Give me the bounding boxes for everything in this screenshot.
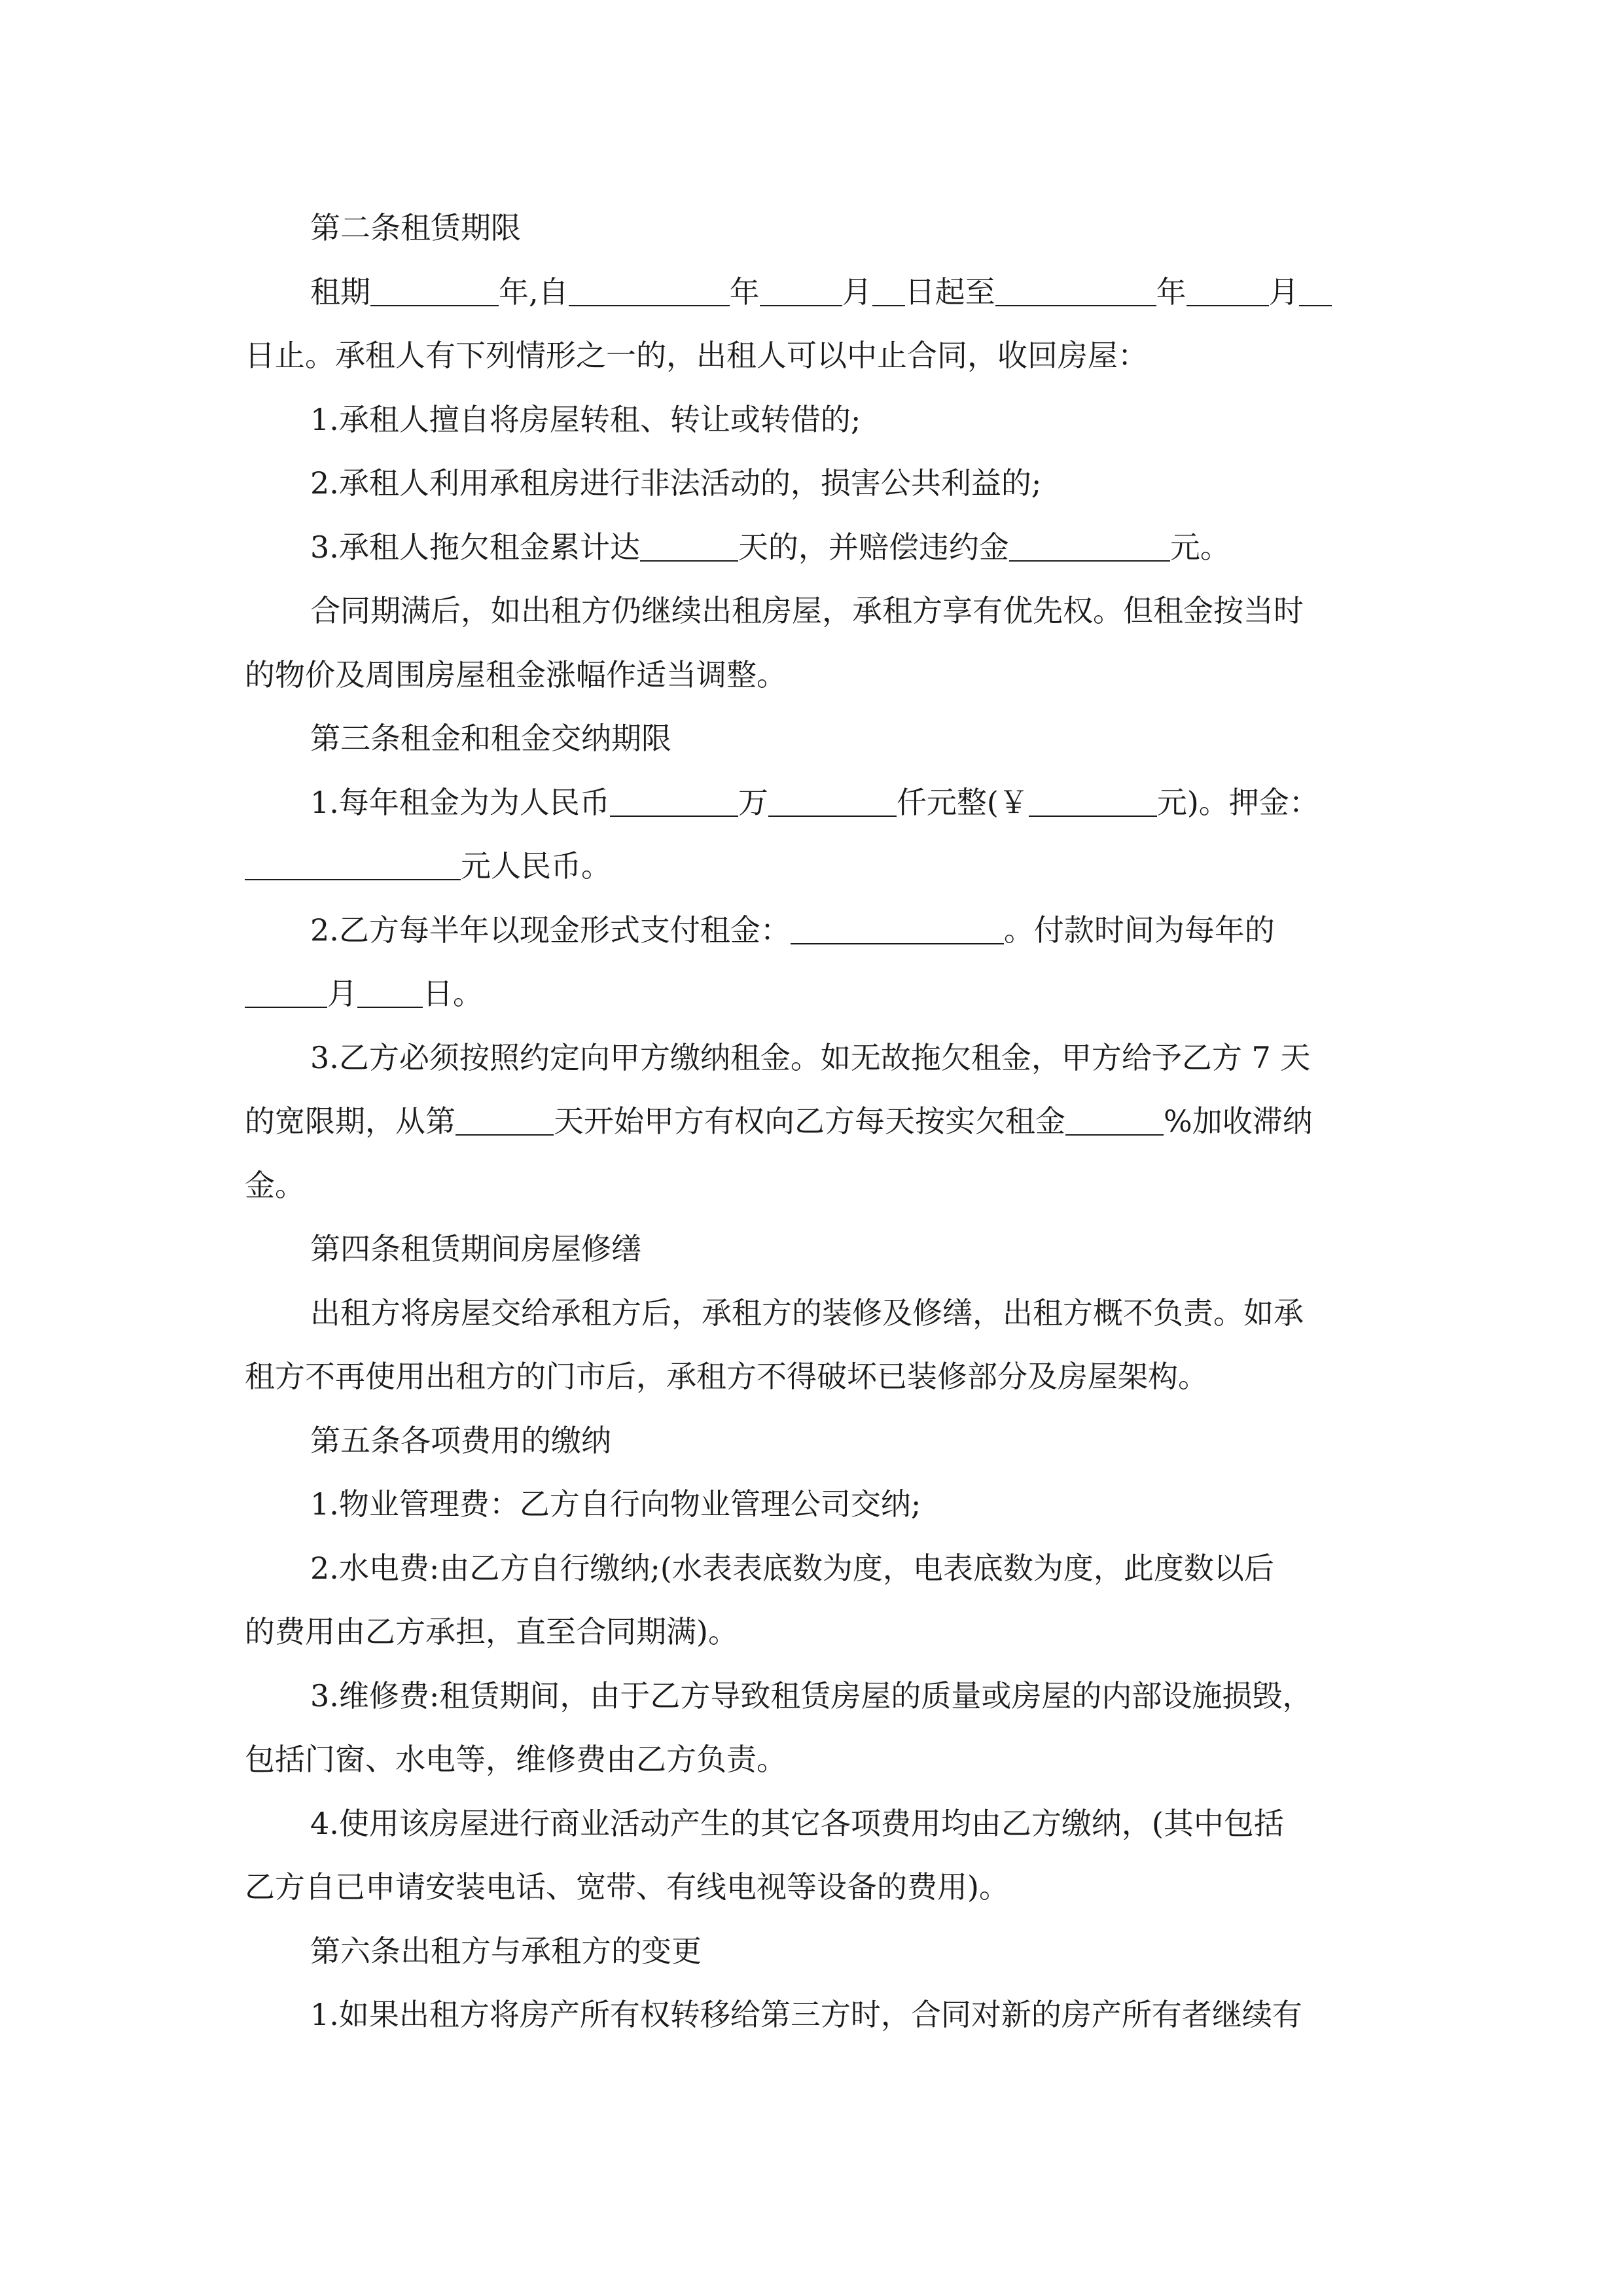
blank-payment-month xyxy=(245,977,327,1008)
blank-late-fee-percent xyxy=(1065,1104,1164,1136)
blank-payment-method xyxy=(791,913,1004,944)
article2-renewal-line2: 的物价及周围房屋租金涨幅作适当调整。 xyxy=(245,656,787,692)
article5-item4-line1: 4.使用该房屋进行商业活动产生的其它各项费用均由乙方缴纳，(其中包括 xyxy=(310,1805,1284,1841)
blank-start-year xyxy=(569,275,730,306)
article5-heading: 第五条各项费用的缴纳 xyxy=(310,1422,611,1458)
article5-item4-line2: 乙方自已申请安装电话、宽带、有线电视等设备的费用)。 xyxy=(245,1869,1009,1905)
blank-penalty-amount xyxy=(1009,530,1170,562)
article4-line1: 出租方将房屋交给承租方后，承租方的装修及修缮，出租方概不负责。如承 xyxy=(310,1295,1304,1331)
article4-heading: 第四条租赁期间房屋修缮 xyxy=(310,1231,641,1266)
article6-item1-line1: 1.如果出租方将房产所有权转移给第三方时，合同对新的房产所有者继续有 xyxy=(310,1997,1302,2032)
article2-item3: 3.承租人拖欠租金累计达 天的，并赔偿违约金 元。 xyxy=(310,529,1230,565)
article3-item1-line2: 元人民币。 xyxy=(245,834,1378,899)
article5-item3-line1: 3.维修费:租赁期间，由于乙方导致租赁房屋的质量或房屋的内部设施损毁， xyxy=(310,1677,1313,1713)
blank-years xyxy=(370,275,499,306)
article3-item3-line3: 金。 xyxy=(245,1167,305,1203)
blank-start-day xyxy=(872,275,905,306)
blank-end-day xyxy=(1299,275,1332,306)
article5-item1: 1.物业管理费：乙方自行向物业管理公司交纳; xyxy=(310,1486,921,1522)
article3-item1: 1.每年租金为为人民币 万 仟元整(￥ 元)。押金： xyxy=(310,784,1319,820)
article4-line2: 租方不再使用出租方的门市后，承租方不得破坏已装修部分及房屋架构。 xyxy=(245,1359,1208,1394)
article3-item3-line2: 的宽限期，从第 天开始甲方有权向乙方每天按实欠租金 %加收滞纳 xyxy=(245,1103,1313,1139)
blank-end-month xyxy=(1186,275,1269,306)
article2-renewal-line1: 合同期满后，如出租方仍继续出租房屋，承租方享有优先权。但租金按当时 xyxy=(310,593,1304,628)
article3-item3-line1: 3.乙方必须按照约定向甲方缴纳租金。如无故拖欠租金，甲方给予乙方 7 天 xyxy=(310,1039,1311,1075)
article5-item2-line1: 2.水电费:由乙方自行缴纳;(水表表底数为度，电表底数为度，此度数以后 xyxy=(310,1550,1274,1586)
blank-start-month xyxy=(760,275,842,306)
article2-term-line: 租期 年,自 年 月 日起至 年 月 xyxy=(245,260,1378,325)
document-page xyxy=(245,196,1378,2047)
blank-rent-wan xyxy=(610,785,738,817)
article2-item2: 2.承租人利用承租房进行非法活动的，损害公共利益的; xyxy=(310,465,1042,501)
article3-item2-line2: 月 日。 xyxy=(245,962,1378,1026)
article6-heading: 第六条出租方与承租方的变更 xyxy=(310,1933,702,1969)
article5-item3-line2: 包括门窗、水电等，维修费由乙方负责。 xyxy=(245,1742,787,1777)
blank-rent-yuan xyxy=(1029,785,1157,817)
blank-payment-day xyxy=(357,977,423,1008)
article2-term-line2: 日止。承租人有下列情形之一的，出租人可以中止合同，收回房屋： xyxy=(245,338,1148,373)
article3-heading: 第三条租金和租金交纳期限 xyxy=(310,721,671,756)
article5-item2-line2: 的费用由乙方承担，直至合同期满)。 xyxy=(245,1614,738,1649)
blank-end-year xyxy=(995,275,1156,306)
blank-days-overdue xyxy=(640,530,738,562)
article2-heading: 第二条租赁期限 xyxy=(310,210,521,245)
blank-rent-qian xyxy=(768,785,897,817)
article3-item2: 2.乙方每半年以现金形式支付租金： 。付款时间为每年的 xyxy=(310,912,1275,948)
blank-grace-start-day xyxy=(455,1104,554,1136)
article2-item1: 1.承租人擅自将房屋转租、转让或转借的; xyxy=(310,401,861,437)
blank-deposit xyxy=(245,849,461,880)
